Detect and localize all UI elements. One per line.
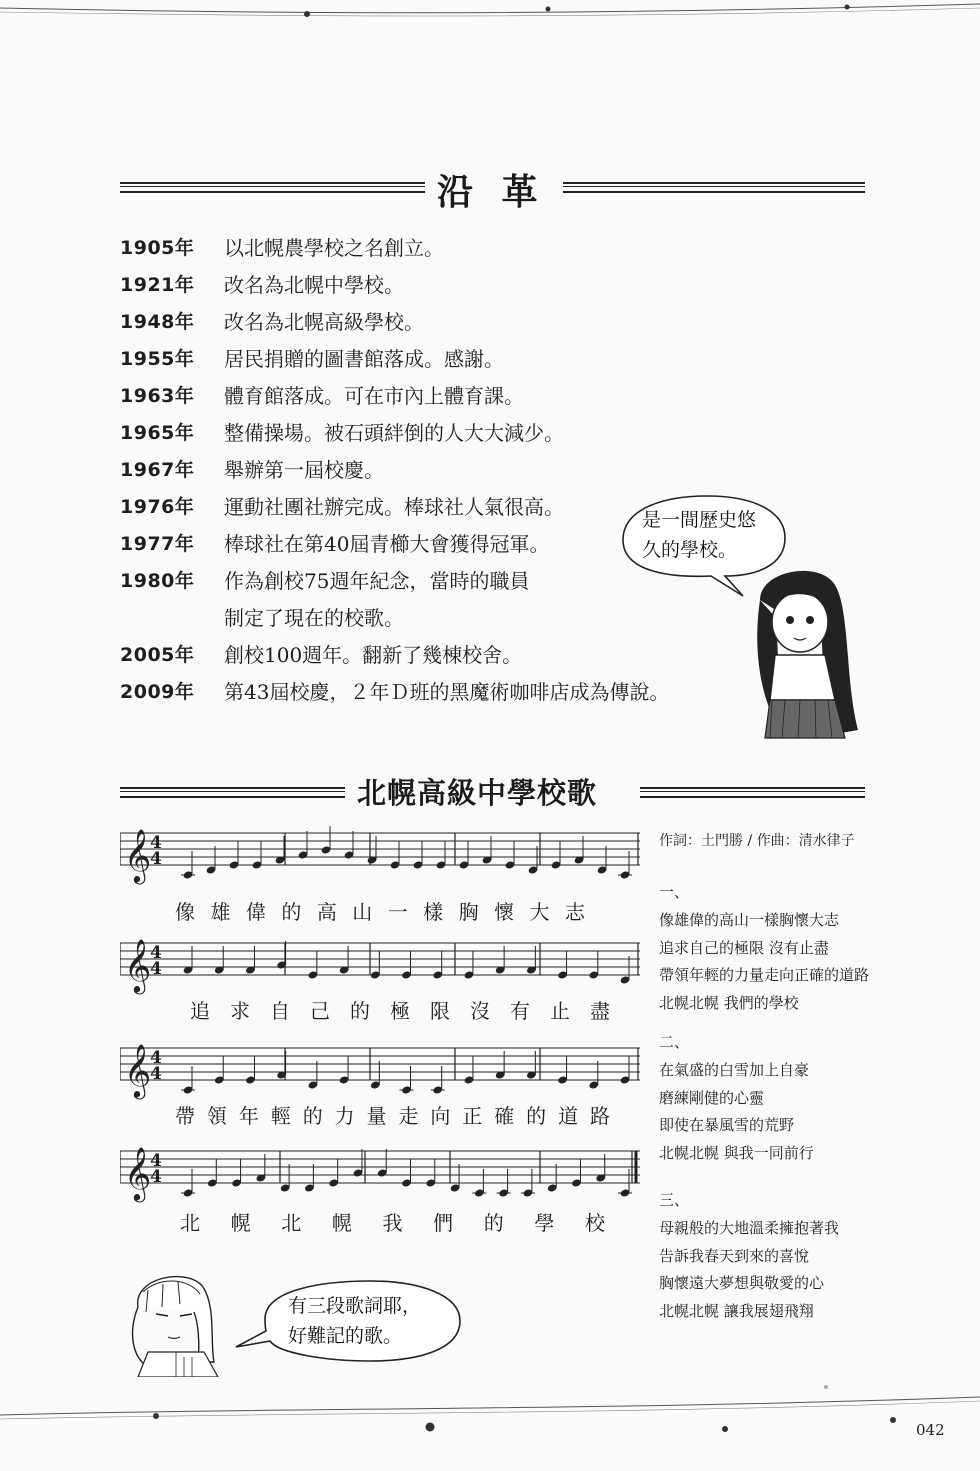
verse-2: 二、 在氣盛的白雪加上自豪 磨練剛健的心靈 即使在暴風雪的荒野 北幌北幌 與我一同前行	[659, 1033, 814, 1162]
history-year: 1967年	[120, 459, 195, 481]
history-year: 1948年	[120, 311, 195, 333]
music-staff-4	[120, 1133, 640, 1208]
history-event: 整備操場。被石頭絆倒的人大大減少。	[224, 421, 564, 445]
lyric-char: 學	[534, 1211, 555, 1235]
lyric-char: 像	[175, 900, 195, 924]
lyric-char: 求	[230, 999, 250, 1023]
svg-text:4: 4	[150, 943, 162, 963]
history-year: 1976年	[120, 496, 195, 518]
history-title-rule-left	[120, 182, 425, 193]
verse-1: 一、 像雄偉的高山一樣胸懷大志 追求自己的極限 沒有止盡 帶領年輕的力量走向正確的道路 北幌北幌 我們的學校	[659, 883, 870, 1012]
svg-text:4: 4	[150, 1048, 162, 1068]
history-event: 舉辦第一屆校慶。	[224, 458, 384, 482]
lyric-char: 年	[238, 1104, 259, 1128]
lyric-char: 幌	[331, 1211, 352, 1235]
lyric-char: 路	[590, 1104, 610, 1128]
history-entry	[120, 452, 760, 489]
lyric-char: 的	[281, 900, 302, 924]
lyric-char: 有	[510, 999, 530, 1023]
history-year: 2009年	[120, 681, 195, 703]
lyric-char: 正	[462, 1104, 483, 1128]
svg-text:4: 4	[150, 849, 162, 869]
short-haired-girl-illustration	[118, 1262, 228, 1377]
history-year: 1977年	[120, 533, 195, 555]
lyric-char: 們	[433, 1211, 454, 1235]
svg-text:4: 4	[150, 959, 162, 979]
lyric-char: 量	[366, 1104, 387, 1128]
history-entry	[120, 267, 760, 304]
history-year: 1921年	[120, 274, 195, 296]
lyric-char: 輕	[270, 1104, 291, 1128]
lyric-char: 山	[352, 900, 373, 924]
svg-text:𝄞: 𝄞	[124, 1043, 152, 1097]
history-year: 1965年	[120, 422, 195, 444]
history-event: 作為創校75週年紀念，當時的職員	[224, 569, 530, 593]
history-title: 沿 革	[437, 172, 546, 213]
music-staff-2	[120, 925, 640, 1005]
lyric-char: 校	[585, 1211, 605, 1235]
lyric-char: 一	[387, 900, 408, 924]
history-event: 居民捐贈的圖書館落成。感謝。	[224, 347, 504, 371]
lyric-char: 的	[302, 1104, 323, 1128]
lyric-char: 懷	[494, 900, 515, 924]
song-title: 北幌高級中學校歌	[357, 776, 598, 810]
history-entry	[120, 674, 760, 711]
lyric-char: 盡	[590, 999, 610, 1023]
history-event: 棒球社在第40屆青櫛大會獲得冠軍。	[224, 532, 550, 556]
history-entry	[120, 341, 760, 378]
svg-text:4: 4	[150, 1167, 162, 1187]
lyric-char: 沒	[470, 999, 490, 1023]
lyric-char: 止	[550, 999, 570, 1023]
bottom-ornament	[0, 1385, 980, 1471]
svg-text:𝄞: 𝄞	[124, 1146, 152, 1200]
history-event: 運動社團社辦完成。棒球社人氣很高。	[224, 495, 564, 519]
song-title-rule-right	[640, 787, 865, 798]
page-number: 042	[916, 1421, 945, 1439]
lyric-char: 的	[483, 1211, 504, 1235]
history-event: 改名為北幌中學校。	[224, 273, 404, 297]
history-entry	[120, 230, 760, 267]
bubble-bottom-text: 有三段歌詞耶， 好難記的歌。	[288, 1295, 422, 1347]
lyric-char: 的	[526, 1104, 547, 1128]
lyric-char: 確	[494, 1104, 515, 1128]
history-entry	[120, 637, 760, 674]
history-event-continued: 制定了現在的校歌。	[224, 606, 404, 630]
song-title-rule-left	[120, 787, 345, 798]
lyric-char: 力	[334, 1104, 355, 1128]
bubble-top-text: 是一間歷史悠 久的學校。	[642, 509, 757, 561]
lyric-char: 北	[281, 1211, 302, 1235]
history-year: 1905年	[120, 237, 195, 259]
lyric-row-3	[120, 1102, 640, 1130]
history-event: 第43屆校慶，２年Ｄ班的黑魔術咖啡店成為傳說。	[224, 680, 670, 704]
lyric-char: 追	[190, 999, 210, 1023]
lyric-char: 北	[180, 1211, 200, 1235]
long-haired-girl-illustration	[730, 560, 870, 740]
history-event: 改名為北幌高級學校。	[224, 310, 424, 334]
svg-text:𝄞: 𝄞	[124, 938, 152, 992]
history-event: 以北幌農學校之名創立。	[224, 236, 444, 260]
lyric-char: 道	[558, 1104, 579, 1128]
top-ornament	[0, 0, 980, 30]
history-event: 創校100週年。翻新了幾棟校舍。	[224, 643, 523, 667]
history-year: 1980年	[120, 570, 195, 592]
song-credits: 作詞：土門勝 / 作曲：清水律子	[659, 833, 855, 849]
lyric-char: 雄	[210, 900, 231, 924]
history-year: 1963年	[120, 385, 195, 407]
history-entry	[120, 415, 760, 452]
lyric-char: 幌	[230, 1211, 251, 1235]
lyric-char: 自	[270, 999, 290, 1023]
history-event: 體育館落成。可在市內上體育課。	[224, 384, 524, 408]
lyric-char: 高	[316, 900, 337, 924]
music-staff-1	[120, 815, 640, 905]
verse-3: 三、 母親般的大地溫柔擁抱著我 告訴我春天到來的喜悅 胸懷遠大夢想與敬愛的心 北幌北幌 讓我展翅飛翔	[659, 1191, 840, 1320]
lyric-row-1	[120, 898, 640, 926]
lyric-char: 大	[529, 900, 550, 924]
lyric-char: 志	[565, 900, 585, 924]
history-title-rule-right	[563, 182, 865, 193]
svg-text:4: 4	[150, 833, 162, 853]
lyric-char: 限	[430, 999, 450, 1023]
lyric-row-4	[120, 1209, 640, 1237]
svg-text:𝄞: 𝄞	[124, 828, 152, 882]
lyric-char: 己	[310, 999, 330, 1023]
lyric-char: 樣	[423, 900, 444, 924]
lyric-char: 偉	[245, 900, 266, 924]
music-staff-3	[120, 1030, 640, 1105]
history-entry	[120, 378, 760, 415]
lyric-char: 走	[398, 1104, 419, 1128]
history-year: 2005年	[120, 644, 195, 666]
lyric-char: 我	[382, 1211, 403, 1235]
lyric-char: 極	[390, 999, 410, 1023]
history-year: 1955年	[120, 348, 195, 370]
svg-text:4: 4	[150, 1064, 162, 1084]
lyric-char: 領	[206, 1104, 227, 1128]
svg-text:4: 4	[150, 1151, 162, 1171]
lyric-char: 的	[350, 999, 370, 1023]
lyric-char: 帶	[175, 1104, 195, 1128]
lyric-char: 胸	[458, 900, 479, 924]
lyric-char: 向	[430, 1104, 451, 1128]
lyric-row-2	[120, 997, 640, 1025]
history-timeline	[120, 230, 760, 711]
history-entry	[120, 304, 760, 341]
